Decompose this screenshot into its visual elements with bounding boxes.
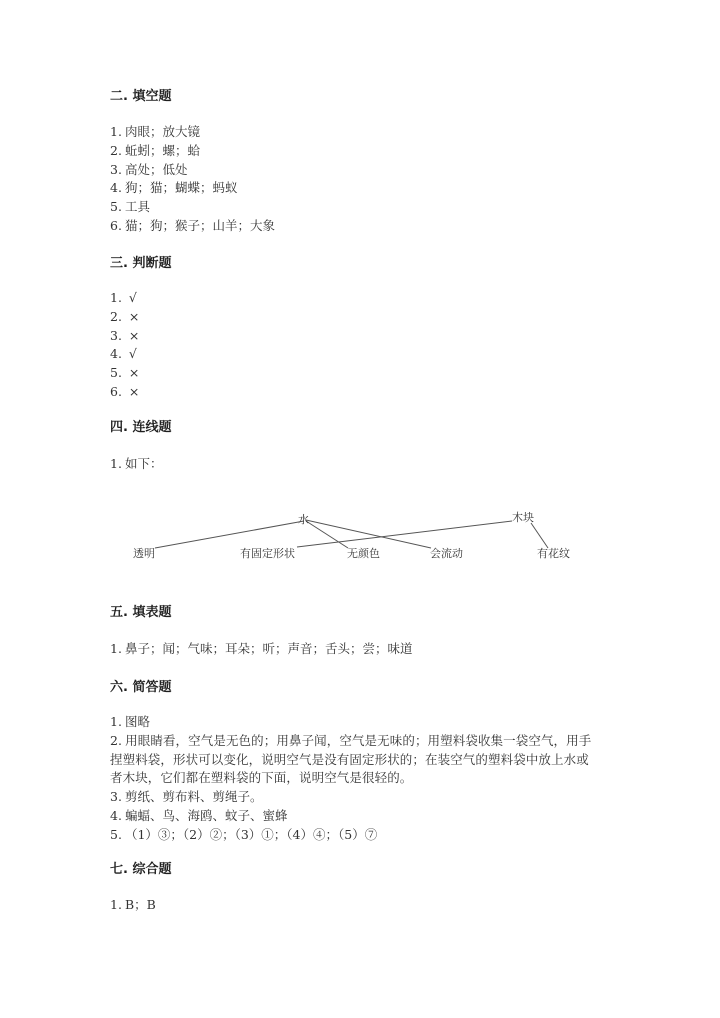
- node-water: 水: [298, 513, 309, 526]
- answer-item: 2. 用眼睛看，空气是无色的；用鼻子闻，空气是无味的；用塑料袋收集一袋空气，用手捏塑料袋，形状可以变化，说明空气是没有固定形状的；在装空气的塑料袋中放上水或者木块，它们都在塑料袋的下面，说明空气是很轻的。: [110, 732, 592, 786]
- section-heading-comprehensive: 七. 综合题: [110, 862, 172, 877]
- answer-item: 2. ×: [110, 308, 140, 324]
- section-matching-answers: [110, 455, 162, 474]
- answer-item: 1. 图略: [110, 714, 150, 729]
- answer-item: 1. √: [110, 290, 137, 305]
- node-has-pattern: 有花纹: [537, 547, 570, 560]
- answer-item: 4. 狗；猫；蝴蝶；蚂蚁: [110, 180, 238, 196]
- section-comprehensive-answers: [110, 896, 156, 915]
- section-heading-table-fill: 五. 填表题: [110, 605, 172, 620]
- connector-water-colorless: [306, 521, 348, 548]
- answer-item: 1. 如下：: [110, 456, 163, 471]
- connector-water-transparent: [155, 521, 304, 548]
- answer-item: 4. 蝙蝠、鸟、海鸥、蚊子、蜜蜂: [110, 807, 288, 823]
- answer-item: 4. √: [110, 346, 137, 362]
- node-wood-block: 木块: [512, 511, 534, 524]
- node-colorless: 无颜色: [347, 547, 380, 560]
- section-heading-fill-in: 二. 填空题: [110, 89, 172, 104]
- cross-mark-icon: ×: [128, 308, 140, 324]
- section-true-false-answers: [110, 289, 139, 402]
- node-flows: 会流动: [430, 547, 463, 560]
- answer-item: 5. 工具: [110, 199, 150, 215]
- section-heading-short-answer: 六. 简答题: [110, 680, 172, 695]
- cross-mark-icon: ×: [128, 383, 140, 399]
- answer-item: 1. 鼻子；闻；气味；耳朵；听；声音；舌头；尝；味道: [110, 641, 413, 656]
- answer-item: 2. 蚯蚓；螺；蛤: [110, 142, 200, 158]
- check-mark-icon: √: [128, 346, 137, 362]
- answer-item: 5. （1）③；（2）②；（3）①；（4）④；（5）⑦: [110, 826, 378, 842]
- node-fixed-shape: 有固定形状: [240, 547, 295, 560]
- answer-item: 3. 高处；低处: [110, 161, 188, 177]
- connector-water-flows: [306, 520, 431, 548]
- section-heading-matching: 四. 连线题: [110, 420, 172, 435]
- section-short-answer-answers: [110, 713, 600, 845]
- connector-wood-pattern: [531, 523, 548, 548]
- section-heading-true-false: 三. 判断题: [110, 256, 172, 271]
- answer-item: 5. ×: [110, 365, 140, 381]
- section-table-fill-answers: [110, 640, 412, 659]
- answer-item: 3. ×: [110, 327, 140, 343]
- answer-item: 1. B；B: [110, 897, 156, 912]
- section-fill-in-answers: [110, 123, 275, 236]
- check-mark-icon: √: [128, 290, 137, 305]
- answer-item: 3. 剪纸、剪布料、剪绳子。: [110, 789, 263, 805]
- answer-item: 1. 肉眼；放大镜: [110, 124, 200, 139]
- answer-item: 6. ×: [110, 383, 140, 399]
- cross-mark-icon: ×: [128, 365, 140, 381]
- answer-item: 6. 猫；狗；猴子；山羊；大象: [110, 217, 275, 233]
- connector-wood-fixed-shape: [297, 521, 512, 547]
- cross-mark-icon: ×: [128, 327, 140, 343]
- node-transparent: 透明: [133, 547, 155, 560]
